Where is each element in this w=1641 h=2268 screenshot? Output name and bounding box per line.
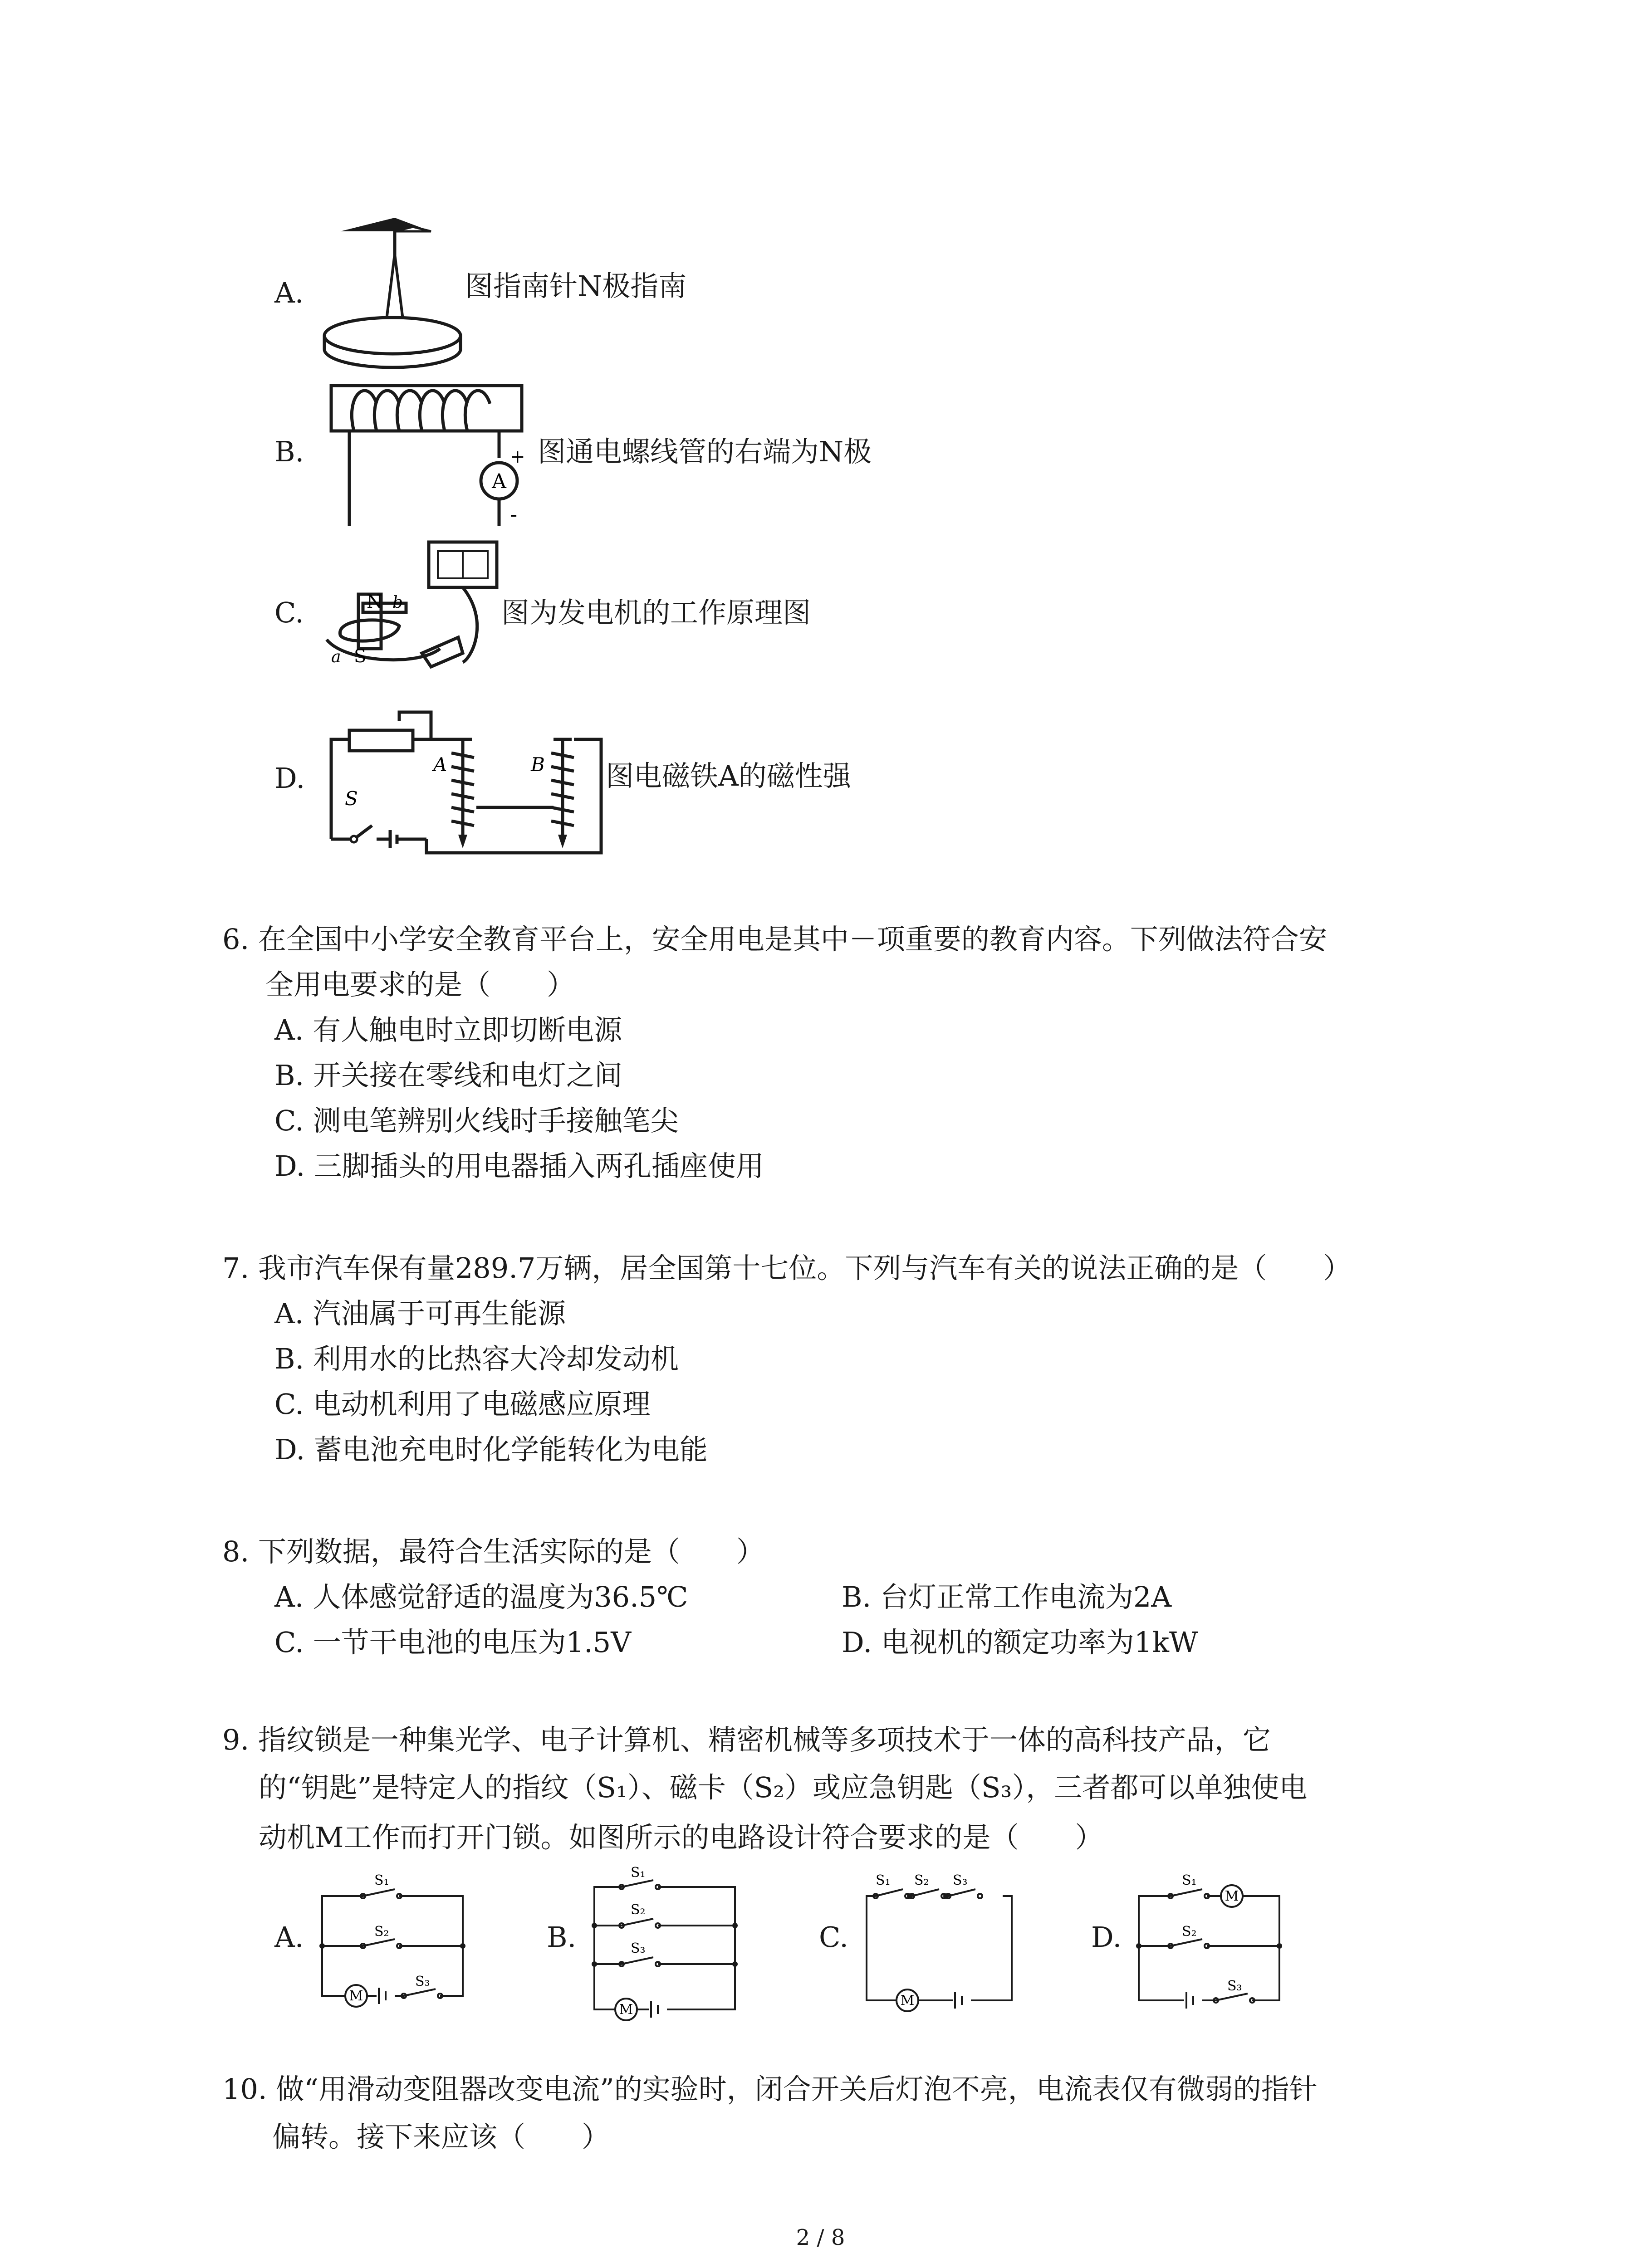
q9-stem-line2: 的“钥匙”是特定人的指纹（S₁）、磁卡（S₂）或应急钥匙（S₃），三者都可以单独使电 (259, 1771, 1308, 1804)
q9-option-b-label: B. (547, 1921, 577, 1954)
q6-stem-line1: 6. 在全国中小学安全教育平台上，安全用电是其中－项重要的教育内容。下列做法符合安 (222, 923, 1327, 956)
q6-option-b: B. 开关接在零线和电灯之间 (274, 1059, 622, 1092)
circuit-c-s2: S₂ (914, 1872, 929, 1888)
motor-label: M (349, 1988, 363, 2004)
magnet-s-label: S (354, 646, 367, 667)
page-number: 2 / 8 (796, 2225, 845, 2250)
q8-option-b: B. 台灯正常工作电流为2A (842, 1580, 1172, 1613)
circuit-d-s2: S₂ (1182, 1924, 1197, 1940)
q6-option-a: A. 有人触电时立即切断电源 (274, 1013, 622, 1046)
circuit-b-s2: S₂ (631, 1902, 646, 1918)
ammeter-label: A (492, 470, 506, 493)
wire-b-label: b (392, 593, 403, 612)
q9-stem-line1: 9. 指纹锁是一种集光学、电子计算机、精密机械等多项技术于一体的高科技产品，它 (222, 1723, 1271, 1756)
motor-label: M (619, 2002, 633, 2018)
circuit-b-s3: S₃ (631, 1941, 646, 1956)
wire-a-label: a (331, 648, 341, 666)
circuit-d (1130, 1869, 1284, 2005)
electromagnet-a-label: A (433, 753, 447, 776)
circuit-a-s2: S₂ (374, 1924, 389, 1940)
q10-stem-line2: 偏转。接下来应该（ ） (272, 2120, 610, 2153)
q5-option-d-label: D. (274, 762, 305, 795)
q9-option-c-label: C. (819, 1921, 848, 1954)
circuit-c (857, 1869, 1021, 2009)
q5-option-c-text: 图为发电机的工作原理图 (501, 596, 811, 629)
motor-label: M (1225, 1888, 1239, 1904)
q8-option-a: A. 人体感觉舒适的温度为36.5℃ (274, 1580, 688, 1613)
circuit-a-s1: S₁ (374, 1872, 389, 1888)
q7-option-c: C. 电动机利用了电磁感应原理 (274, 1388, 651, 1421)
generator-figure (327, 540, 517, 689)
ammeter-minus: - (510, 502, 518, 527)
q9-option-a-label: A. (274, 1921, 304, 1954)
magnet-n-label: N (367, 591, 382, 612)
q7-stem: 7. 我市汽车保有量289.7万辆，居全国第十七位。下列与汽车有关的说法正确的是（ ） (222, 1251, 1352, 1285)
electromagnet-b-label: B (531, 753, 545, 776)
q10-stem-line1: 10. 做“用滑动变阻器改变电流”的实验时，闭合开关后灯泡不亮，电流表仅有微弱的指针 (222, 2072, 1318, 2106)
circuit-a-s3: S₃ (415, 1974, 430, 1989)
q5-option-c-label: C. (274, 596, 304, 629)
q5-option-b-text: 图通电螺线管的右端为N极 (538, 435, 872, 468)
ammeter-plus: + (510, 446, 525, 467)
q6-stem-line2: 全用电要求的是（ ） (265, 968, 575, 1001)
q6-option-c: C. 测电笔辨别火线时手接触笔尖 (274, 1104, 679, 1137)
q5-option-b-label: B. (274, 435, 304, 468)
q6-option-d: D. 三脚插头的用电器插入两孔插座使用 (274, 1149, 764, 1183)
q7-option-d: D. 蓄电池充电时化学能转化为电能 (274, 1433, 708, 1466)
q8-stem: 8. 下列数据，最符合生活实际的是（ ） (222, 1535, 764, 1568)
q5-option-a-text: 图指南针N极指南 (465, 269, 687, 303)
q9-option-d-label: D. (1091, 1921, 1122, 1954)
switch-s-label: S (345, 787, 358, 810)
q8-option-d: D. 电视机的额定功率为1kW (842, 1626, 1198, 1659)
electromagnet-figure (318, 703, 608, 857)
q9-stem-line3: 动机M工作而打开门锁。如图所示的电路设计符合要求的是（ ） (259, 1821, 1103, 1854)
q5-option-d-text: 图电磁铁A的磁性强 (606, 759, 851, 792)
solenoid-figure (327, 376, 531, 526)
circuit-b-s1: S₁ (631, 1865, 646, 1881)
q8-option-c: C. 一节干电池的电压为1.5V (274, 1626, 632, 1659)
circuit-d-s1: S₁ (1182, 1872, 1197, 1888)
circuit-b (585, 1865, 744, 2018)
circuit-a (313, 1869, 472, 2004)
q7-option-a: A. 汽油属于可再生能源 (274, 1297, 566, 1330)
circuit-d-s3: S₃ (1227, 1978, 1242, 1994)
motor-label: M (900, 1993, 915, 2009)
q5-option-a-label: A. (274, 276, 304, 309)
circuit-c-s3: S₃ (953, 1872, 968, 1888)
q7-option-b: B. 利用水的比热容大冷却发动机 (274, 1342, 679, 1375)
circuit-c-s1: S₁ (876, 1872, 891, 1888)
